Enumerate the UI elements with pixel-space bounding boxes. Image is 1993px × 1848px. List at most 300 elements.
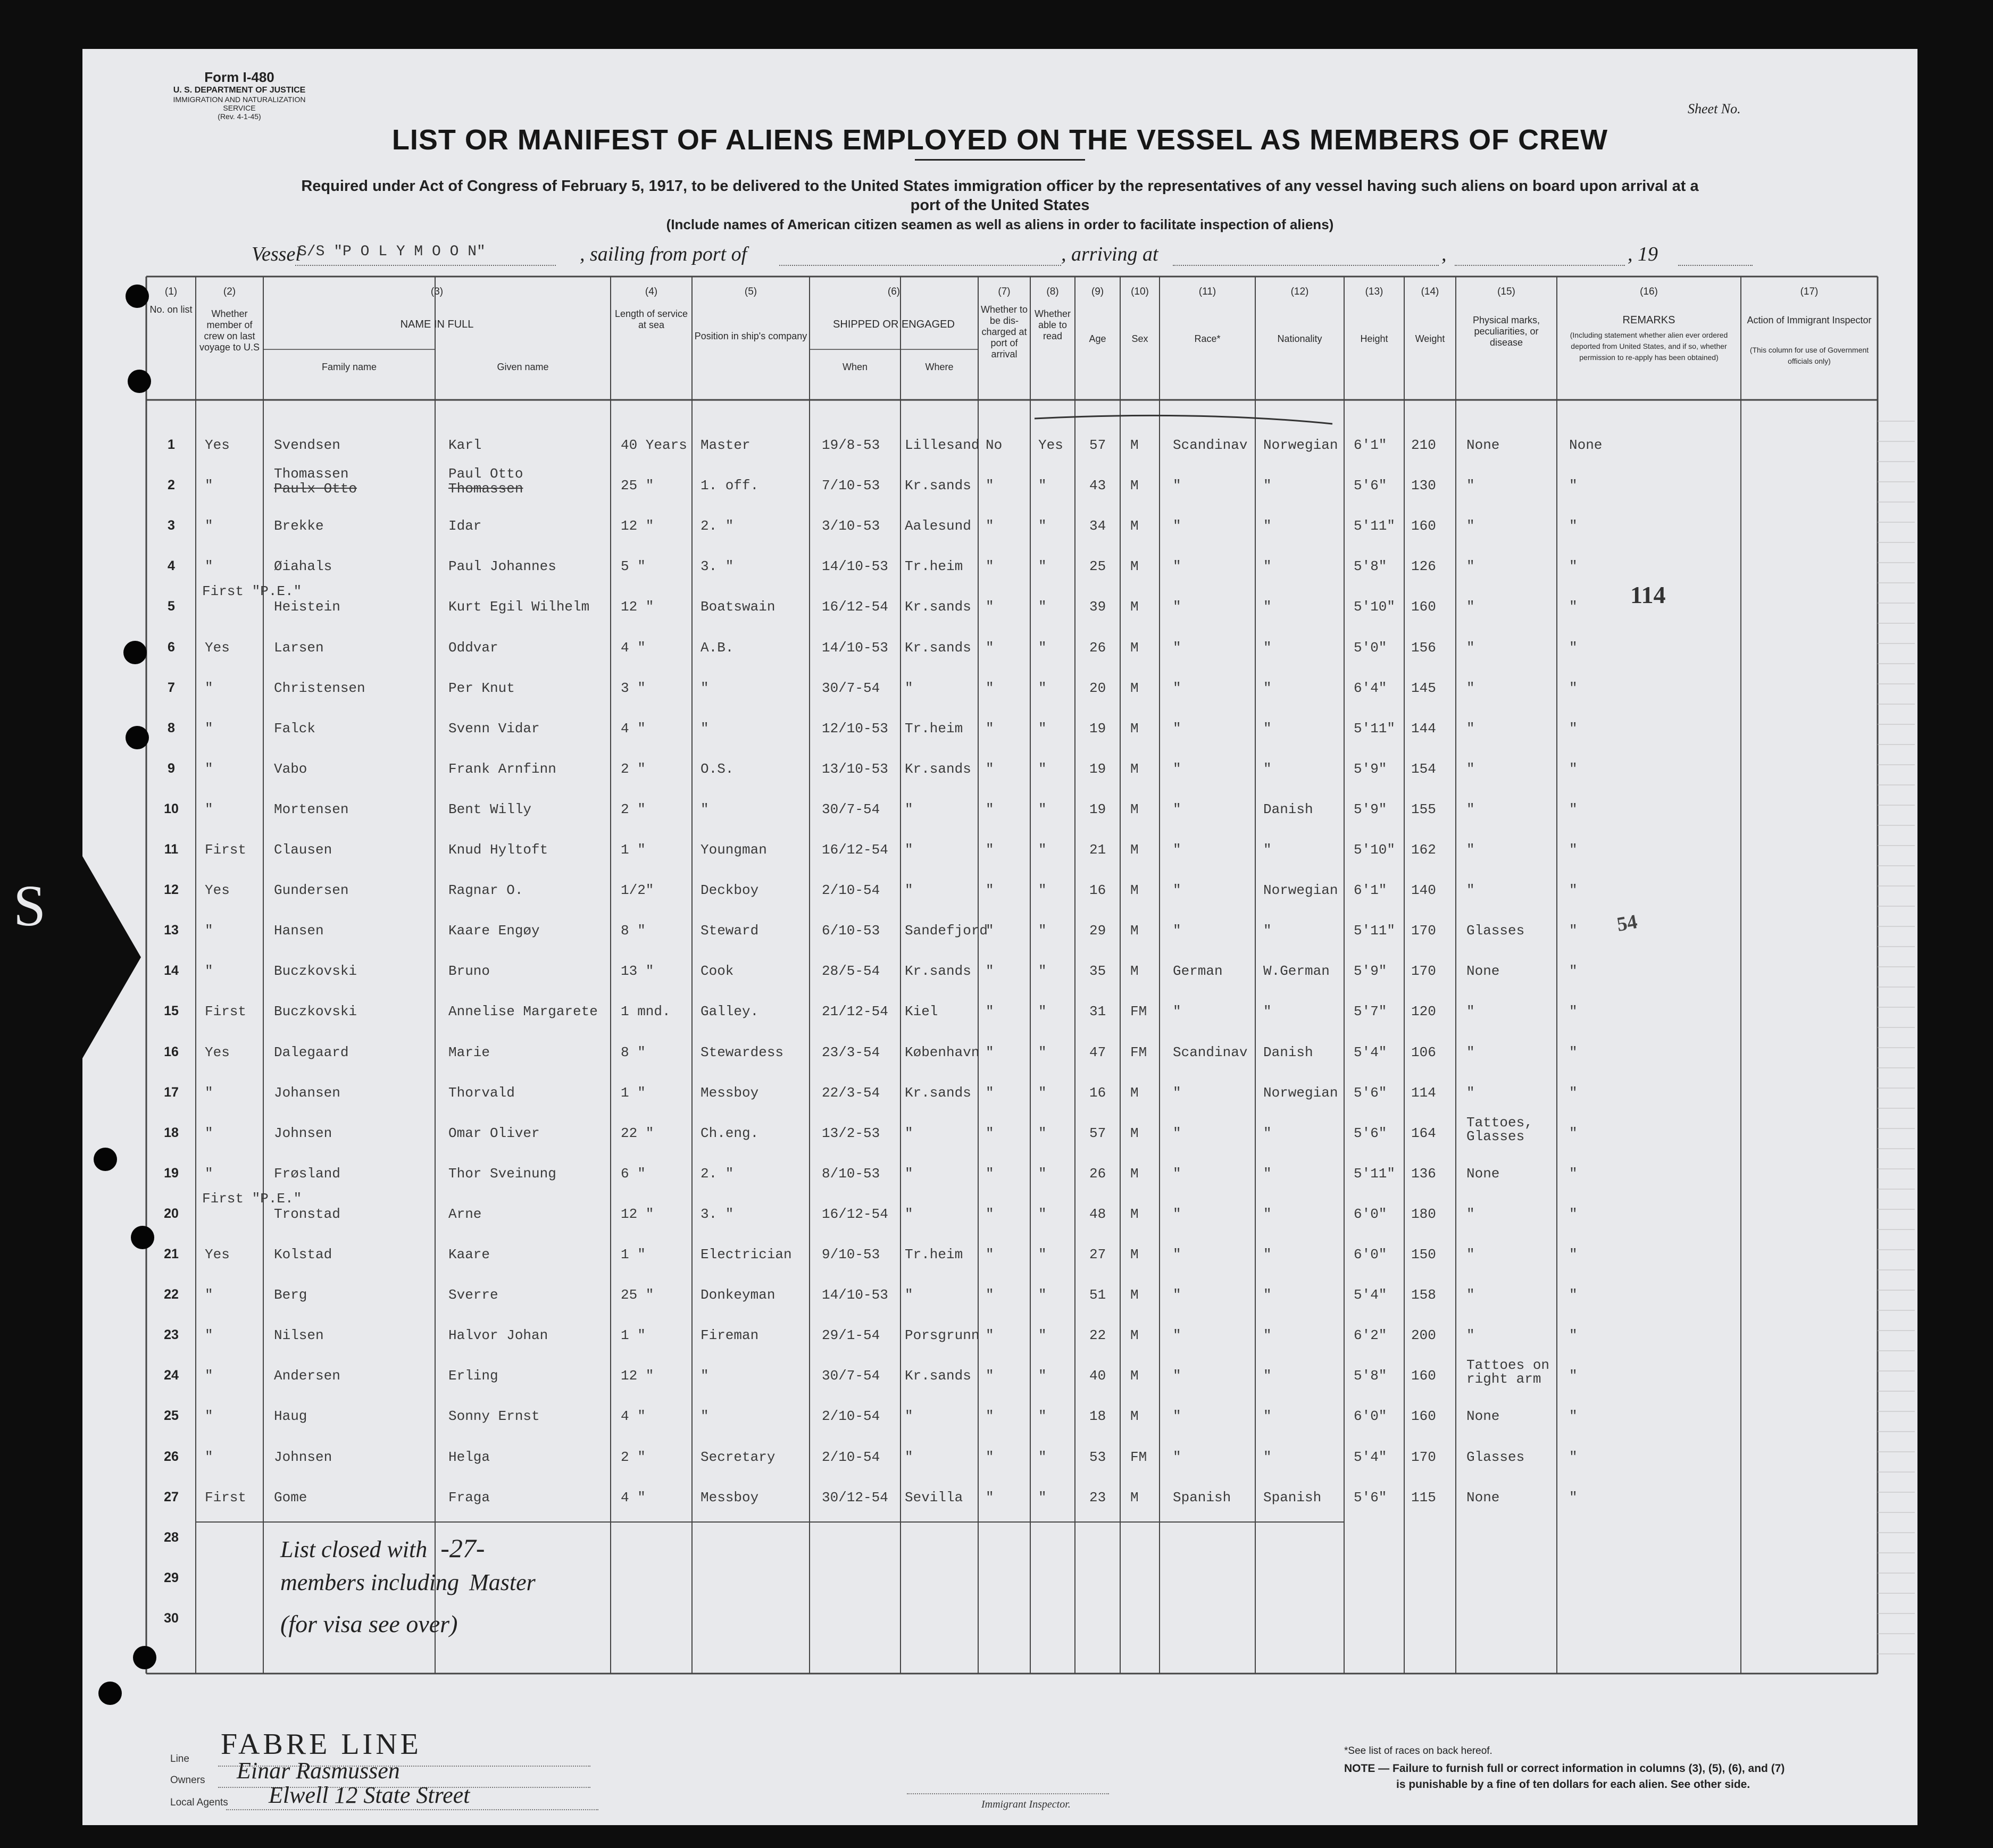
cell-race: "	[1173, 478, 1181, 494]
cell-nat: "	[1263, 1287, 1272, 1303]
cell-race: Spanish	[1173, 1489, 1231, 1506]
cell-read: "	[1038, 1449, 1047, 1465]
cell-when: 14/10-53	[822, 558, 888, 575]
cell-given: Marie	[448, 1044, 490, 1060]
cell-where: Porsgrunn	[905, 1327, 980, 1344]
row-number: 9	[168, 760, 175, 776]
cell-read: Yes	[1038, 437, 1063, 453]
cell-when: 30/7-54	[822, 680, 880, 696]
cell-position: Donkeyman	[701, 1287, 775, 1303]
cell-sex: M	[1130, 801, 1139, 817]
cell-nat: "	[1263, 478, 1272, 494]
cell-marks: Tattoes, Glasses	[1466, 1114, 1533, 1144]
cell-where: Kr.sands	[905, 1368, 971, 1384]
remark-54: 54	[1615, 910, 1639, 936]
cell-family: Tronstad	[274, 1206, 340, 1222]
cell-where: Tr.heim	[905, 720, 963, 737]
cell-disch: "	[986, 1449, 994, 1465]
cell-service: 12 "	[621, 518, 654, 534]
cell-height: 5'7"	[1354, 1004, 1387, 1020]
cell-family: Nilsen	[274, 1327, 324, 1344]
cell-race: "	[1173, 1084, 1181, 1101]
sailing-label: , sailing from port of	[580, 243, 747, 265]
cell-height: 6'1"	[1354, 437, 1387, 453]
cell-race: "	[1173, 923, 1181, 939]
column-subheader: When	[842, 362, 868, 372]
cell-position: Ch.eng.	[701, 1125, 759, 1141]
column-header: Age	[1089, 333, 1106, 344]
fine-note-2: is punishable by a fine of ten dollars for each alien. See other side.	[1396, 1778, 1750, 1791]
column-header: Weight	[1415, 333, 1445, 344]
cell-remarks: "	[1569, 1206, 1578, 1222]
cell-read: "	[1038, 639, 1047, 656]
cell-position: 1. off.	[701, 478, 759, 494]
cell-given: Kurt Egil Wilhelm	[448, 599, 590, 615]
cell-age: 25	[1089, 558, 1106, 575]
cell-position: "	[701, 801, 709, 817]
cell-read: "	[1038, 1004, 1047, 1020]
cell-nat: "	[1263, 923, 1272, 939]
cell-given: Per Knut	[448, 680, 515, 696]
cell-prev: "	[205, 1368, 213, 1384]
row-number: 12	[164, 882, 179, 898]
cell-height: 6'2"	[1354, 1327, 1387, 1344]
cell-weight: 200	[1411, 1327, 1436, 1344]
punch-hole	[123, 641, 147, 664]
cell-marks: "	[1466, 680, 1475, 696]
cell-remarks: "	[1569, 1327, 1578, 1344]
punch-hole	[126, 285, 149, 308]
cell-family: Johansen	[274, 1084, 340, 1101]
punch-hole	[126, 726, 149, 749]
cell-prev: "	[205, 801, 213, 817]
cell-when: 13/2-53	[822, 1125, 880, 1141]
cell-sex: M	[1130, 599, 1139, 615]
cell-sex: M	[1130, 1489, 1139, 1506]
cell-weight: 154	[1411, 760, 1436, 777]
cell-family: Thomassen	[274, 466, 349, 482]
cell-age: 18	[1089, 1408, 1106, 1425]
cell-given: Svenn Vidar	[448, 720, 540, 737]
cell-sex: M	[1130, 1125, 1139, 1141]
cell-family: Svendsen	[274, 437, 340, 453]
closing-note-count: -27-	[440, 1533, 485, 1563]
cell-where: "	[905, 842, 913, 858]
cell-weight: 210	[1411, 437, 1436, 453]
arriving-label: , arriving at	[1061, 243, 1158, 265]
cell-nat: Norwegian	[1263, 882, 1338, 899]
cell-position: Fireman	[701, 1327, 759, 1344]
cell-prev: Yes	[205, 437, 230, 453]
cell-where: Kr.sands	[905, 478, 971, 494]
cell-weight: 164	[1411, 1125, 1436, 1141]
cell-age: 20	[1089, 680, 1106, 696]
cell-nat: Norwegian	[1263, 1084, 1338, 1101]
cell-sex: M	[1130, 1368, 1139, 1384]
cell-when: 22/3-54	[822, 1084, 880, 1101]
cell-marks: "	[1466, 842, 1475, 858]
cell-marks: "	[1466, 639, 1475, 656]
cell-read: "	[1038, 1408, 1047, 1425]
row-number: 24	[164, 1368, 179, 1383]
cell-race: "	[1173, 1247, 1181, 1262]
cell-nat: Norwegian	[1263, 437, 1338, 453]
form-number: Form I-480	[204, 69, 274, 85]
cell-family: Buczkovski	[274, 963, 357, 980]
row-number: 23	[164, 1327, 179, 1343]
cell-service: 4 "	[621, 1489, 646, 1506]
cell-remarks: "	[1569, 1408, 1578, 1425]
cell-read: "	[1038, 801, 1047, 817]
cell-read: "	[1038, 478, 1047, 494]
column-subheader: Where	[925, 362, 954, 372]
cell-disch: "	[986, 1408, 994, 1425]
cell-nat: "	[1263, 680, 1272, 696]
cell-service: 40 Years	[621, 437, 687, 453]
cell-remarks: "	[1569, 923, 1578, 939]
cell-given: Karl	[448, 437, 482, 453]
owners-value: Einar Rasmussen	[237, 1758, 400, 1784]
cell-height: 6'4"	[1354, 680, 1387, 696]
margin-mark: S	[13, 873, 46, 938]
row-number: 20	[164, 1206, 179, 1221]
cell-when: 19/8-53	[822, 437, 880, 453]
column-header: Sex	[1131, 333, 1148, 344]
torn-edge	[82, 856, 141, 1058]
cell-remarks: "	[1569, 1368, 1578, 1384]
year-label: , 19	[1628, 243, 1658, 265]
cell-sex: M	[1130, 1327, 1139, 1344]
punch-hole	[133, 1646, 156, 1669]
cell-prev: "	[205, 1084, 213, 1101]
cell-marks: "	[1466, 478, 1475, 494]
cell-height: 6'1"	[1354, 882, 1387, 899]
cell-age: 26	[1089, 639, 1106, 656]
column-number: (7)	[998, 286, 1011, 297]
cell-service: 1 "	[621, 842, 646, 858]
cell-disch: "	[986, 842, 994, 858]
cell-nat: "	[1263, 720, 1272, 737]
column-header: Whether able to read	[1034, 308, 1071, 341]
column-header: Height	[1360, 333, 1388, 344]
cell-disch: "	[986, 1004, 994, 1020]
cell-service: 2 "	[621, 1449, 646, 1465]
cell-given: Helga	[448, 1449, 490, 1465]
cell-remarks: "	[1569, 882, 1578, 899]
cell-position: Boatswain	[701, 599, 775, 615]
cell-when: 30/7-54	[822, 1368, 880, 1384]
cell-prev: Yes	[205, 882, 230, 899]
cell-family: Johnsen	[274, 1449, 332, 1465]
cell-service: 25 "	[621, 478, 654, 494]
cell-when: 3/10-53	[822, 518, 880, 534]
cell-race: "	[1173, 1004, 1181, 1020]
cell-family: Clausen	[274, 842, 332, 858]
cell-when: 29/1-54	[822, 1327, 880, 1344]
cell-remarks: "	[1569, 720, 1578, 737]
cell-when: 6/10-53	[822, 923, 880, 939]
cell-position: 2. "	[701, 1165, 734, 1182]
row-number: 3	[168, 518, 175, 533]
cell-prev: "	[205, 963, 213, 980]
cell-disch: "	[986, 963, 994, 980]
cell-disch: "	[986, 1368, 994, 1384]
cell-nat: "	[1263, 599, 1272, 615]
cell-service: 8 "	[621, 1044, 646, 1060]
cell-age: 53	[1089, 1449, 1106, 1465]
punch-hole	[94, 1148, 117, 1171]
cell-prev: First	[205, 1489, 247, 1506]
cell-service: 1/2"	[621, 882, 654, 899]
column-header: Whether member of crew on last voyage to U.S	[199, 308, 260, 353]
vessel-name: S/S "P O L Y M O O N"	[298, 244, 486, 260]
cell-height: 6'0"	[1354, 1408, 1387, 1425]
cell-age: 26	[1089, 1165, 1106, 1182]
column-number: (1)	[164, 286, 178, 297]
cell-weight: 156	[1411, 639, 1436, 656]
cell-service: 8 "	[621, 923, 646, 939]
cell-read: "	[1038, 842, 1047, 858]
cell-read: "	[1038, 1206, 1047, 1222]
cell-race: "	[1173, 720, 1181, 737]
subtitle-line-3: (Include names of American citizen seamen as well as aliens in order to facilitate inspection of aliens)	[666, 216, 1334, 232]
cell-race: "	[1173, 1327, 1181, 1344]
cell-weight: 162	[1411, 842, 1436, 858]
cell-height: 5'11"	[1354, 518, 1396, 534]
cell-position: "	[701, 680, 709, 696]
cell-age: 43	[1089, 478, 1106, 494]
cell-marks: "	[1466, 801, 1475, 817]
cell-height: 5'10"	[1354, 599, 1396, 615]
row-number: 22	[164, 1287, 179, 1302]
cell-marks: None	[1466, 1165, 1500, 1182]
cell-sex: M	[1130, 518, 1139, 534]
cell-read: "	[1038, 1368, 1047, 1384]
cell-where: "	[905, 1287, 913, 1303]
cell-weight: 130	[1411, 478, 1436, 494]
cell-disch: "	[986, 558, 994, 575]
row-number: 14	[164, 963, 179, 979]
cell-weight: 145	[1411, 680, 1436, 696]
cell-sex: M	[1130, 882, 1139, 899]
cell-height: 5'4"	[1354, 1449, 1387, 1465]
column-number: (12)	[1290, 286, 1309, 297]
cell-race: "	[1173, 1165, 1181, 1182]
cell-marks: "	[1466, 1327, 1475, 1344]
cell-marks: None	[1466, 1408, 1500, 1425]
cell-prev: "	[205, 1408, 213, 1425]
cell-prev: "	[205, 558, 213, 575]
fine-note-1: NOTE — Failure to furnish full or correct information in columns (3), (5), (6), and (7)	[1344, 1762, 1785, 1775]
cell-prev: First "P.E."	[202, 1190, 302, 1207]
cell-weight: 126	[1411, 558, 1436, 575]
cell-given: Oddvar	[448, 639, 498, 656]
cell-age: 57	[1089, 1125, 1106, 1141]
manifest-sheet	[82, 49, 1917, 1825]
cell-marks: "	[1466, 1004, 1475, 1020]
cell-height: 5'9"	[1354, 801, 1387, 817]
cell-nat: "	[1263, 518, 1272, 534]
cell-when: 16/12-54	[822, 842, 888, 858]
cell-service: 6 "	[621, 1165, 646, 1182]
cell-sex: M	[1130, 923, 1139, 939]
row-number: 29	[164, 1570, 179, 1585]
cell-race: German	[1173, 963, 1223, 980]
column-header: Position in ship's company	[694, 331, 807, 341]
cell-disch: "	[986, 599, 994, 615]
cell-sex: FM	[1130, 1004, 1147, 1020]
cell-where: Tr.heim	[905, 558, 963, 575]
cell-sex: M	[1130, 1084, 1139, 1101]
cell-height: 5'6"	[1354, 1084, 1387, 1101]
cell-disch: "	[986, 1165, 994, 1182]
cell-position: Deckboy	[701, 882, 759, 899]
cell-when: 28/5-54	[822, 963, 880, 980]
cell-position: Cook	[701, 963, 734, 980]
row-number: 6	[168, 639, 175, 655]
cell-race: "	[1173, 760, 1181, 777]
cell-service: 3 "	[621, 680, 646, 696]
row-number: 1	[168, 437, 175, 452]
cell-nat: "	[1263, 639, 1272, 656]
cell-remarks: "	[1569, 1004, 1578, 1020]
cell-family: Hansen	[274, 923, 324, 939]
cell-prev: First "P.E."	[202, 583, 302, 600]
cell-nat: "	[1263, 1125, 1272, 1141]
closing-note	[280, 1533, 485, 1563]
cell-nat: Danish	[1263, 801, 1313, 817]
cell-where: Kr.sands	[905, 1084, 971, 1101]
cell-disch: "	[986, 1044, 994, 1060]
cell-prev: Yes	[205, 639, 230, 656]
cell-race: "	[1173, 680, 1181, 696]
cell-prev: "	[205, 720, 213, 737]
column-number: (6)	[887, 286, 900, 297]
cell-height: 5'6"	[1354, 1489, 1387, 1506]
cell-where: Kr.sands	[905, 963, 971, 980]
cell-race: Scandinav	[1173, 437, 1248, 453]
cell-weight: 170	[1411, 1449, 1436, 1465]
cell-weight: 114	[1411, 1084, 1436, 1101]
column-number: (3)	[430, 286, 444, 297]
cell-given: Idar	[448, 518, 482, 534]
cell-race: "	[1173, 842, 1181, 858]
inspector-dotline	[907, 1793, 1109, 1794]
row-number: 18	[164, 1125, 179, 1140]
cell-service: 4 "	[621, 639, 646, 656]
cell-nat: "	[1263, 1165, 1272, 1182]
column-subheader: (Including statement whether alien ever ordered deported from United States, and if so, whether permission to re-apply has been obtained)	[1570, 331, 1728, 362]
cell-family: Mortensen	[274, 801, 349, 817]
cell-nat: W.German	[1263, 963, 1330, 980]
cell-position: 3. "	[701, 1206, 734, 1222]
cell-race: "	[1173, 518, 1181, 534]
cell-marks: "	[1466, 558, 1475, 575]
cell-prev: "	[205, 518, 213, 534]
department: U. S. DEPARTMENT OF JUSTICE	[173, 86, 306, 95]
cell-read: "	[1038, 1247, 1047, 1262]
cell-read: "	[1038, 1084, 1047, 1101]
row-number: 4	[168, 558, 175, 574]
cell-family: Kolstad	[274, 1247, 332, 1262]
cell-remarks: "	[1569, 478, 1578, 494]
row-number: 7	[168, 680, 175, 695]
column-header: Nationality	[1277, 333, 1322, 344]
row-number: 13	[164, 923, 179, 938]
column-header: Race*	[1194, 333, 1221, 344]
cell-remarks: "	[1569, 599, 1578, 615]
cell-read: "	[1038, 599, 1047, 615]
cell-weight: 144	[1411, 720, 1436, 737]
cell-given: Kaare Engøy	[448, 923, 540, 939]
cell-given: Arne	[448, 1206, 482, 1222]
cell-age: 35	[1089, 963, 1106, 980]
vessel-label: Vessel	[252, 243, 301, 265]
cell-read: "	[1038, 558, 1047, 575]
cell-service: 25 "	[621, 1287, 654, 1303]
column-number: (17)	[1800, 286, 1819, 297]
row-number: 30	[164, 1610, 179, 1626]
row-number: 25	[164, 1408, 179, 1424]
row-number: 27	[164, 1489, 179, 1504]
cell-weight: 136	[1411, 1165, 1436, 1182]
cell-height: 5'8"	[1354, 558, 1387, 575]
cell-family: Christensen	[274, 680, 365, 696]
cell-when: 7/10-53	[822, 478, 880, 494]
cell-when: 30/7-54	[822, 801, 880, 817]
cell-position: 3. "	[701, 558, 734, 575]
column-header: REMARKS	[1622, 314, 1675, 326]
cell-disch: "	[986, 639, 994, 656]
cell-where: "	[905, 1165, 913, 1182]
cell-read: "	[1038, 1489, 1047, 1506]
row-number: 15	[164, 1004, 179, 1019]
closing-note-master: Master	[469, 1569, 536, 1595]
cell-read: "	[1038, 1327, 1047, 1344]
cell-weight: 150	[1411, 1247, 1436, 1262]
cell-sex: M	[1130, 963, 1139, 980]
cell-where: Aalesund	[905, 518, 971, 534]
cell-where: "	[905, 680, 913, 696]
cell-race: "	[1173, 558, 1181, 575]
cell-race: "	[1173, 801, 1181, 817]
cell-position: Stewardess	[701, 1044, 784, 1060]
cell-disch: "	[986, 760, 994, 777]
cell-when: 12/10-53	[822, 720, 888, 737]
cell-remarks: "	[1569, 801, 1578, 817]
cell-age: 47	[1089, 1044, 1106, 1060]
cell-read: "	[1038, 1287, 1047, 1303]
cell-family: Frøsland	[274, 1165, 340, 1182]
cell-read: "	[1038, 963, 1047, 980]
row-number: 5	[168, 599, 175, 614]
cell-marks: "	[1466, 1084, 1475, 1101]
cell-height: 5'0"	[1354, 639, 1387, 656]
row-number: 28	[164, 1529, 179, 1545]
cell-weight: 180	[1411, 1206, 1436, 1222]
cell-prev: Yes	[205, 1247, 230, 1262]
cell-family: Øiahals	[274, 558, 332, 575]
cell-age: 16	[1089, 1084, 1106, 1101]
cell-remarks: "	[1569, 1247, 1578, 1262]
cell-where: "	[905, 1408, 913, 1425]
visa-note: (for visa see over)	[280, 1610, 458, 1637]
cell-position: Electrician	[701, 1247, 792, 1262]
cell-nat: Danish	[1263, 1044, 1313, 1060]
cell-disch: "	[986, 801, 994, 817]
column-header: Physical marks, peculiarities, or disease	[1472, 315, 1540, 348]
cell-when: 13/10-53	[822, 760, 888, 777]
